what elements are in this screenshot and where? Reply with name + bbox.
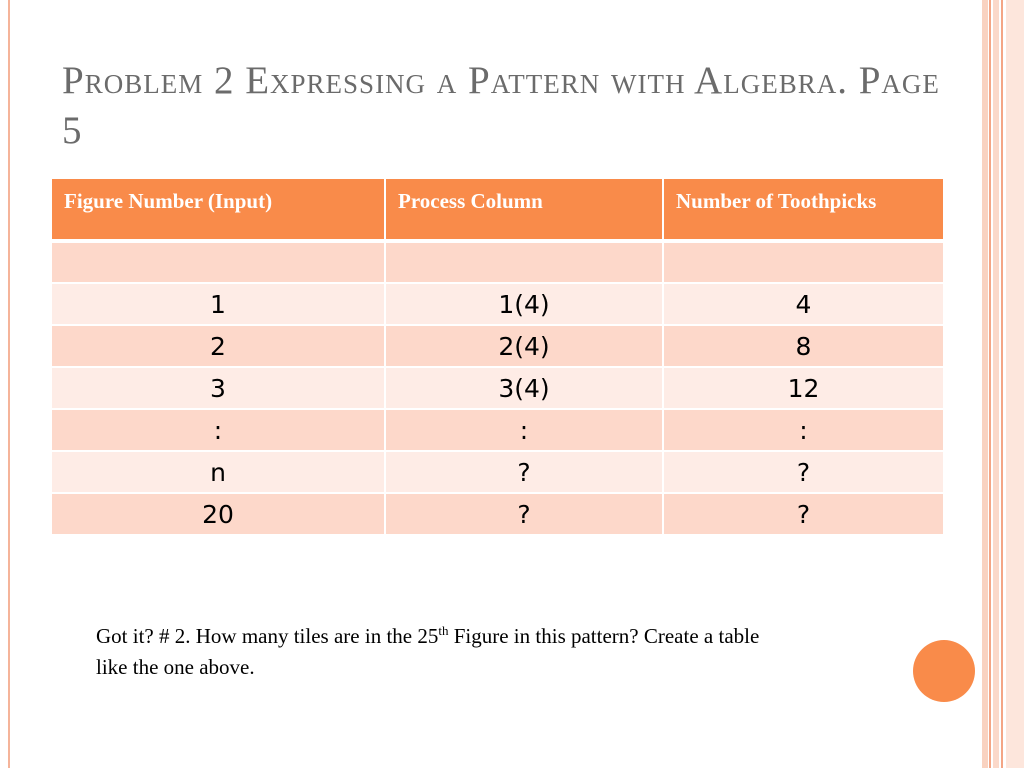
got-it-text: Got it? # 2. How many tiles are in the 25: [96, 624, 439, 648]
table-cell: 20: [52, 493, 385, 535]
got-it-text-continued: Figure in this pattern? Create a table like the one above.: [96, 624, 760, 679]
table-cell: 2: [52, 325, 385, 367]
table-cell: 8: [663, 325, 943, 367]
table-cell: [663, 241, 943, 283]
slide-title: Problem 2 Expressing a Pattern with Algebra. Page 5: [62, 59, 940, 152]
table-cell: ?: [663, 451, 943, 493]
table-cell: 1: [52, 283, 385, 325]
table-cell: [385, 241, 663, 283]
table-cell: ?: [385, 493, 663, 535]
header-process-column: Process Column: [385, 179, 663, 241]
table-header-row: [52, 179, 943, 241]
table-row: [52, 409, 943, 451]
table-cell: 1(4): [385, 283, 663, 325]
right-decor-band: [982, 0, 988, 768]
right-decor-band: [1006, 0, 1024, 768]
table-cell: ?: [385, 451, 663, 493]
table-cell: :: [663, 409, 943, 451]
table-row: [52, 283, 943, 325]
table-cell: 2(4): [385, 325, 663, 367]
table-row: [52, 325, 943, 367]
table-cell: n: [52, 451, 385, 493]
table-cell: 3(4): [385, 367, 663, 409]
table-row: [52, 451, 943, 493]
right-decor-band: [1001, 0, 1003, 768]
table-cell: :: [385, 409, 663, 451]
got-it-prompt: [96, 621, 796, 683]
decorative-orange-circle: [913, 640, 975, 702]
table-cell: 3: [52, 367, 385, 409]
left-border-line: [8, 0, 10, 768]
header-number-of-toothpicks: Number of Toothpicks: [663, 179, 943, 241]
pattern-table: [52, 179, 943, 536]
table-row: [52, 367, 943, 409]
table-cell: ?: [663, 493, 943, 535]
table-cell: 4: [663, 283, 943, 325]
right-decor-band: [989, 0, 991, 768]
ordinal-superscript: th: [438, 623, 449, 638]
right-decor-band: [993, 0, 999, 768]
table-cell: [52, 241, 385, 283]
header-figure-number: Figure Number (Input): [52, 179, 385, 241]
table-row: [52, 493, 943, 535]
table-row: [52, 241, 943, 283]
table-cell: 12: [663, 367, 943, 409]
table-cell: :: [52, 409, 385, 451]
